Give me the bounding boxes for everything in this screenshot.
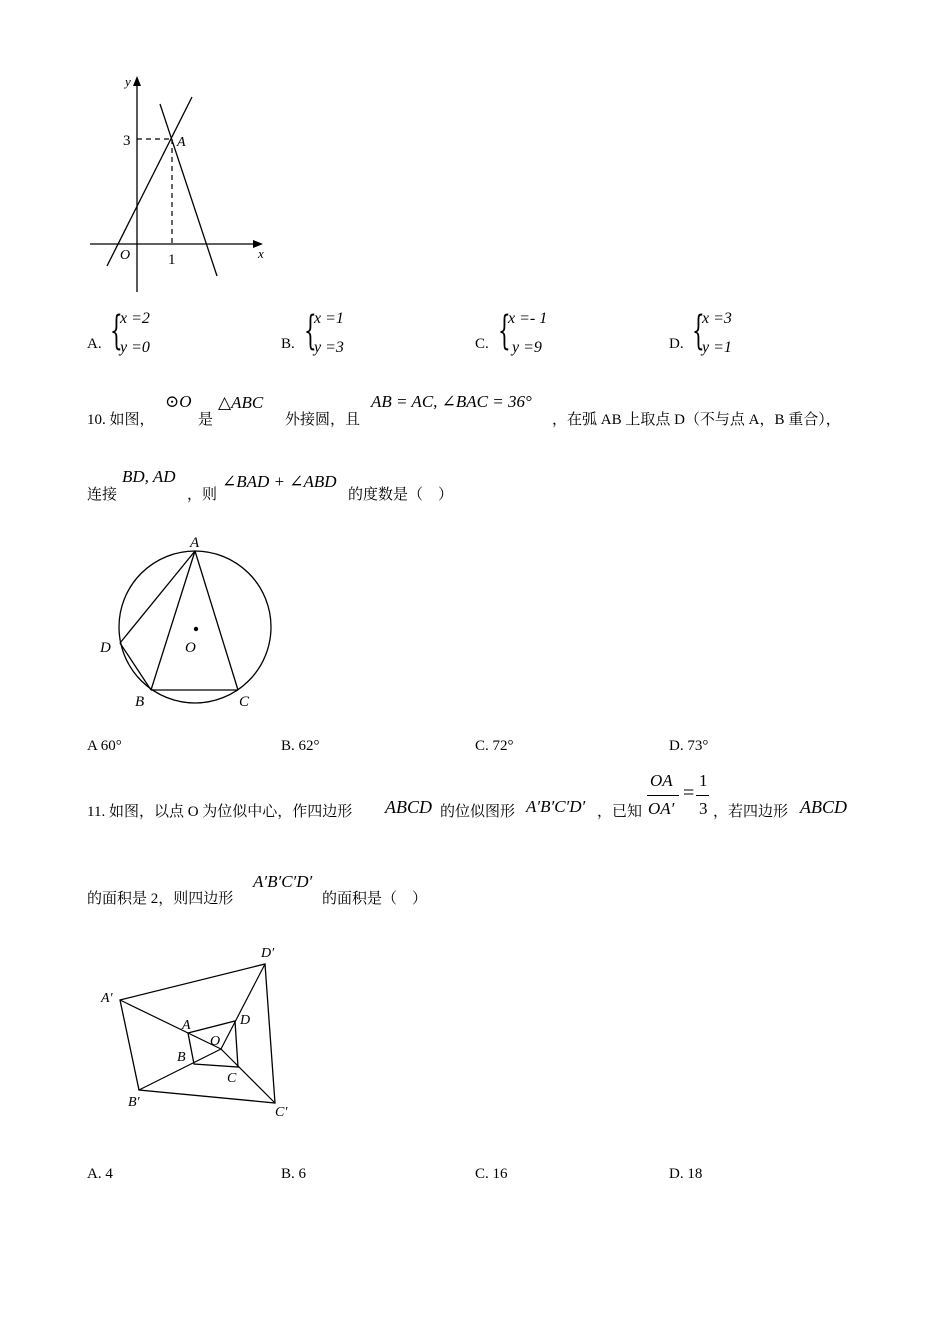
label-b: B xyxy=(135,694,145,710)
q11-option-b[interactable]: B. 6 xyxy=(281,1166,307,1182)
label-d-prime: D′ xyxy=(261,946,275,961)
q9-d-eq1: x =3 xyxy=(702,310,732,327)
q11-line1-c: ，若四边形 xyxy=(713,804,789,820)
q10-circle-o: ⊙O xyxy=(165,392,192,411)
label-a: A xyxy=(190,535,200,551)
q10-degree: 的度数是（ ） xyxy=(348,487,454,503)
label-o: O xyxy=(210,1034,221,1049)
label-d: D xyxy=(100,640,111,656)
q11-ratio-den: 3 xyxy=(699,799,708,818)
q11-frac-bar xyxy=(647,795,679,796)
q11-abcd-prime: A′B′C′D′ xyxy=(526,797,586,816)
q9-option-d[interactable]: D. xyxy=(669,336,684,352)
y-label: y xyxy=(125,74,131,89)
q10-circumcircle: 外接圆，且 xyxy=(285,412,361,428)
point-a-label: A xyxy=(177,135,186,150)
side-ab xyxy=(151,551,195,690)
q9-b-eq2: y =3 xyxy=(314,339,344,356)
segment-ad xyxy=(120,551,195,643)
tick-1: 1 xyxy=(168,252,176,268)
q10-triangle: △ABC xyxy=(218,393,264,412)
label-c-prime: C′ xyxy=(275,1105,288,1120)
center-dot xyxy=(194,627,198,631)
q10-option-b[interactable]: B. 62° xyxy=(281,738,320,754)
label-b: B xyxy=(177,1050,186,1065)
origin-label: O xyxy=(120,248,131,263)
q10-option-d[interactable]: D. 73° xyxy=(669,738,709,754)
circumcircle xyxy=(119,551,271,703)
q11-line1-b: 的位似图形 xyxy=(440,804,516,820)
q11-line1-a: 11. 如图，以点 O 为位似中心，作四边形 xyxy=(87,804,353,820)
label-c: C xyxy=(239,694,250,710)
tick-3: 3 xyxy=(123,133,131,149)
q10-ze: ，则 xyxy=(187,487,218,503)
q10-number: 10. 如图， xyxy=(87,412,155,428)
q11-line2-b: 的面积是（ ） xyxy=(322,891,428,907)
brace-c: { xyxy=(498,308,511,354)
label-a: A xyxy=(182,1018,191,1033)
q11-ratio-bar xyxy=(696,795,709,796)
q9-b-eq1: x =1 xyxy=(314,310,344,327)
q11-option-c[interactable]: C. 16 xyxy=(475,1166,508,1182)
q10-connect: 连接 xyxy=(87,487,118,503)
q9-d-eq2: y =1 xyxy=(702,339,732,356)
q10-rest: ，在弧 AB 上取点 D（不与点 A，B 重合）， xyxy=(552,412,841,428)
q9-option-b[interactable]: B. xyxy=(281,336,295,352)
side-ac xyxy=(195,551,238,690)
q11-ratio-num: 1 xyxy=(699,771,708,790)
q10-shi: 是 xyxy=(198,412,214,428)
label-b-prime: B′ xyxy=(128,1095,140,1110)
decreasing-line xyxy=(160,104,217,276)
q9-option-a[interactable]: A. xyxy=(87,336,102,352)
quad-a-prime-b-prime-c-prime-d-prime xyxy=(120,964,275,1103)
q9-option-c[interactable]: C. xyxy=(475,336,489,352)
brace-a: { xyxy=(110,308,123,354)
q11-option-d[interactable]: D. 18 xyxy=(669,1166,703,1182)
q11-abcd-2: ABCD xyxy=(800,797,847,817)
segment-bd xyxy=(120,643,151,690)
q9-a-eq1: x =2 xyxy=(120,310,150,327)
q10-option-a[interactable]: A 60° xyxy=(87,738,122,754)
label-c: C xyxy=(227,1071,237,1086)
q11-line2-a: 的面积是 2，则四边形 xyxy=(87,891,234,907)
y-arrow xyxy=(133,76,141,86)
q10-option-c[interactable]: C. 72° xyxy=(475,738,514,754)
q11-abcd-prime-2: A′B′C′D′ xyxy=(253,872,313,891)
label-o: O xyxy=(185,640,196,656)
q10-bd-ad: BD, AD xyxy=(122,467,176,486)
q10-angles: ∠BAD + ∠ABD xyxy=(222,472,337,491)
q9-c-eq1: x =- 1 xyxy=(508,310,548,327)
q9-c-eq2: y =9 xyxy=(512,339,542,356)
q9-a-eq2: y =0 xyxy=(120,339,150,356)
q10-condition: AB = AC, ∠BAC = 36° xyxy=(371,392,532,411)
q11-equals: = xyxy=(683,782,695,804)
q11-abcd: ABCD xyxy=(385,797,432,817)
q11-known: ，已知 xyxy=(597,804,643,820)
q11-homothety-figure xyxy=(95,935,315,1125)
label-a-prime: A′ xyxy=(101,991,113,1006)
ray-o-a-prime xyxy=(120,1000,221,1049)
ray-o-d-prime xyxy=(221,964,265,1049)
x-label: x xyxy=(258,246,264,261)
brace-b: { xyxy=(304,308,317,354)
q11-option-a[interactable]: A. 4 xyxy=(87,1166,113,1182)
brace-d: { xyxy=(692,308,705,354)
q9-graph xyxy=(85,70,275,300)
increasing-line xyxy=(107,97,192,266)
q11-frac-num: OA xyxy=(650,771,673,790)
q11-frac-den: OA′ xyxy=(648,799,675,818)
q10-circle-figure xyxy=(95,530,285,715)
label-d: D xyxy=(240,1013,251,1028)
